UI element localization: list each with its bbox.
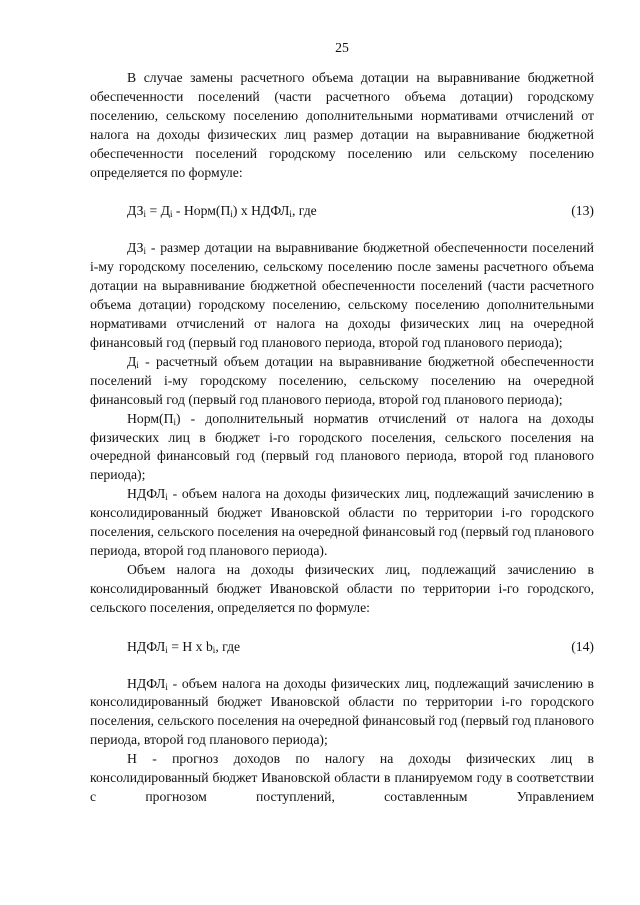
formula-13-expression: $ДЗ_i = Д_i$ - $Норм(П_i)$ x $НДФЛ_i$, где [127,203,317,220]
definition-ndfl: $НДФЛ_i$ - объем налога на доходы физических лиц, подлежащий зачислению в консолидированный бюджет Ивановской области по территории i-го городского поселения, сельского поселения на очередной финансовый год (первый год планового периода, второй год планового периода). [90,486,594,558]
formula-13-number: (13) [571,203,594,219]
document-page [90,0,594,905]
definition-n: Н - прогноз доходов по налогу на доходы физических лиц в консолидированный бюджет Ивановской области в планируемом году в соответствии с прогнозом поступлений, составленным Управлением [90,751,594,804]
document-body [90,69,594,807]
paragraph-intro: В случае замены расчетного объема дотации на выравнивание бюджетной обеспеченности поселений (части расчетного объема дотации) городскому поселению, сельскому поселению дополнительными нормативами отчислений от налога на доходы физических лиц размер дотации на выравнивание бюджетной обеспеченности поселений городскому поселению или сельскому поселению определяется по формуле: [90,70,594,180]
formula-14 [90,637,594,656]
definition-d: $Д_i$ - расчетный объем дотации на выравнивание бюджетной обеспеченности поселений i-му городскому поселению, сельскому поселению на очередной финансовый год (первый год планового периода, второй год планового периода); [90,353,594,407]
definition-norm: $Норм(П_i)$ - дополнительный норматив отчислений от налога на доходы физических лиц в бюджет i-го городского поселения, сельского поселения на очередной финансовый год (первый год планового периода, второй год планового периода); [90,410,594,483]
page-number: 25 [335,40,349,55]
paragraph-ndfl-volume: Объем налога на доходы физических лиц, подлежащий зачислению в консолидированный бюджет Ивановской области по территории i-го городского, сельского поселения, определяется по формуле: [90,561,594,615]
definition-dz: $ДЗ_i$ - размер дотации на выравнивание бюджетной обеспеченности поселений i-му городскому поселению, сельскому поселению после замены расчетного объема дотации на выравнивание бюджетной обеспеченности поселений (части расчетного объема дотации) городскому поселению, сельскому поселению дополнительными нормативами отчислений от налога на доходы физических лиц на очередной финансовый год (первый год планового периода, второй год планового периода); [90,240,594,350]
formula-14-expression: $НДФЛ_i = Н$ x $b_i$, где [127,638,241,655]
definition-ndfl-2: $НДФЛ_i$ - объем налога на доходы физических лиц, подлежащий зачислению в консолидированный бюджет Ивановской области по территории i-го городского поселения, сельского поселения на очередной финансовый год (первый год планового периода, второй год планового периода); [90,675,594,748]
formula-14-number: (14) [571,638,594,654]
formula-13 [90,201,594,220]
